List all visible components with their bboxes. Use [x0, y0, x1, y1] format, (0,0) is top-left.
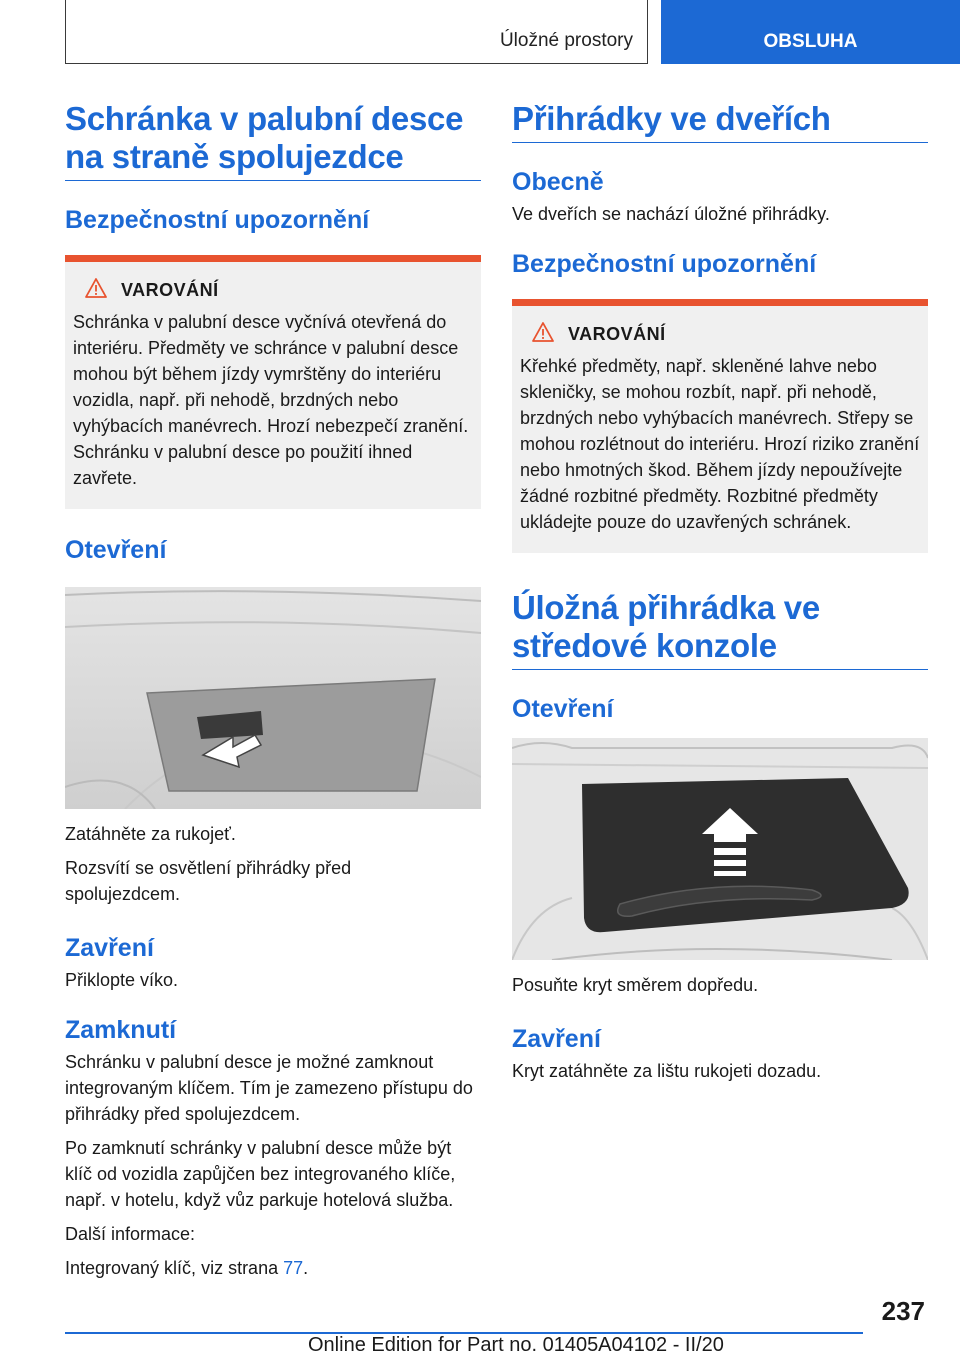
section-title: Úložné prostory [499, 30, 633, 51]
reference-text: Integrovaný klíč, viz strana [65, 1258, 279, 1278]
close-text: Přiklopte víko. [65, 970, 179, 990]
open-heading: Otevření [65, 536, 167, 564]
glovebox-illustration [65, 587, 481, 809]
more-info-label: Další informace: [65, 1224, 196, 1244]
lock-text-2: Po zamknutí schránky v palubní desce může být klíč od vozidla zapůjčen bez integrovaného klíče, např. v hotelu, když vůz parkuje hotelová služba. [65, 1138, 456, 1210]
open-text-2: Rozsvítí se osvětlení přihrádky před spolujezdcem. [65, 858, 352, 904]
console-close-text: Kryt zatáhněte za lištu rukojeti dozadu. [512, 1061, 822, 1081]
open-heading-right: Otevření [512, 695, 614, 723]
safety-heading-right: Bezpečnostní upozornění [512, 250, 817, 278]
section-heading-door-pockets: Přihrádky ve dveřích [512, 100, 928, 143]
warning-text: Schránka v palubní desce vyčnívá otevřená do interiéru. Předměty ve schránce v palubní desce mohou být během jízdy vymrštěny do interiéru vozidla, např. při nehodě, brzdných nebo vyhýbacích manévrech. Hrozí nebezpečí zranění. Schránku v palubní desce po použití ihned zavřete. [73, 312, 469, 488]
warning-header-right [520, 322, 920, 347]
lock-text-1: Schránku v palubní desce je možné zamknout integrovaným klíčem. Tím je zamezeno přístupu do přihrádky před spolujezdcem. [65, 1052, 473, 1124]
warning-label: VAROVÁNÍ [121, 280, 219, 300]
page-reference-link[interactable]: 77 [283, 1258, 304, 1278]
right-column [512, 100, 928, 1084]
section-heading-center-console: Úložná přihrádka ve středové konzole [512, 589, 928, 670]
open-text-1: Zatáhněte za rukojeť. [65, 824, 236, 844]
warning-box-right [512, 299, 928, 553]
chapter-label: OBSLUHA [763, 31, 858, 52]
page-number: 237 [881, 1296, 925, 1326]
edition-footer: Online Edition for Part no. 01405A04102 - II/20 [308, 1334, 724, 1356]
console-open-text: Posuňte kryt směrem dopředu. [512, 975, 759, 995]
warning-label-right: VAROVÁNÍ [568, 324, 666, 344]
warning-text-right: Křehké předměty, např. skleněné lahve nebo skleničky, se mohou rozbít, např. při nehodě, brzdných nebo vyhýbacích manévrech. Střepy se mohou rozlétnout do interiéru. Hrozí riziko zranění nebo hmotných škod. Během jízdy nepoužívejte žádné rozbitné předměty. Rozbitné předměty ukládejte pouze do uzavřených schránek. [520, 356, 920, 532]
warning-header [73, 278, 473, 303]
center-console-illustration [512, 738, 928, 960]
reference-end: . [303, 1258, 309, 1278]
close-heading: Zavření [65, 934, 154, 962]
reference-line [65, 1255, 481, 1281]
chapter-tab [661, 0, 960, 64]
warning-triangle-icon [85, 278, 107, 303]
general-heading: Obecně [512, 168, 604, 196]
warning-triangle-icon [532, 322, 554, 347]
general-text: Ve dveřích se nachází úložné přihrádky. [512, 204, 830, 224]
lock-heading: Zamknutí [65, 1016, 177, 1044]
warning-box [65, 255, 481, 509]
left-column [65, 100, 481, 1281]
safety-heading: Bezpečnostní upozornění [65, 206, 370, 234]
section-heading-glovebox: Schránka v palubní desce na straně spolujezdce [65, 100, 481, 181]
close-heading-right: Zavření [512, 1025, 601, 1053]
header-section-box [65, 0, 648, 64]
